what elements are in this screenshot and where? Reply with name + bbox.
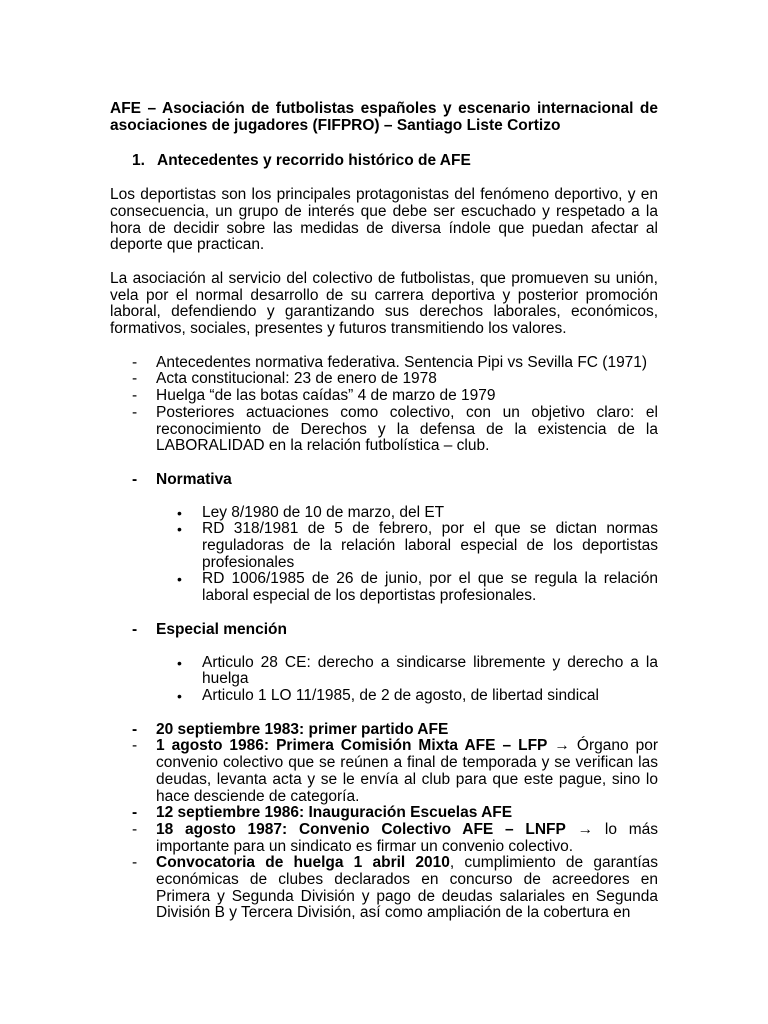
bullet-marker: • [177, 504, 182, 521]
bullet-marker: • [177, 521, 182, 538]
dash-marker: - [132, 353, 138, 371]
timeline-date: 20 septiembre 1983: primer partido AFE [156, 720, 449, 738]
dash-marker: - [132, 720, 138, 738]
list-item [110, 371, 658, 388]
document-title: AFE – Asociación de futbolistas españoles y escenario internacional de asociaciones de jugadores (FIFPRO) – Santiago Liste Cortizo [110, 100, 658, 134]
dash-marker: - [132, 737, 138, 755]
bullet-marker: • [177, 654, 182, 671]
normativa-title: Normativa [156, 470, 232, 488]
timeline-date: 18 agosto 1987: Convenio Colectivo AFE – LNFP [156, 820, 566, 838]
list-item-text: Acta constitucional: 23 de enero de 1978 [156, 370, 437, 388]
timeline-text: , cumplimiento de garantías económicas de clubes declarados en concurso de acreedores en Primera y Segunda División y pago de deudas salariales en Segunda División B y Tercera División, así como ampliación de la cobertura en [156, 854, 658, 922]
dash-marker: - [132, 387, 138, 405]
section-heading-1 [110, 153, 658, 170]
list-item-text: Articulo 1 LO 11/1985, de 2 de agosto, de libertad sindical [202, 686, 599, 704]
dash-marker: - [132, 820, 138, 838]
dash-marker: - [132, 804, 138, 822]
list-item [110, 655, 658, 688]
normativa-list [110, 505, 658, 605]
timeline-date: Convocatoria de huelga 1 abril 2010 [156, 854, 450, 872]
list-item-text: RD 1006/1985 de 26 de junio, por el que se regula la relación laboral especial de los deportistas profesionales. [202, 570, 658, 605]
paragraph-2: La asociación al servicio del colectivo de futbolistas, que promueven su unión, vela por el normal desarrollo de su carrera deportiva y posterior promoción laboral, defendiendo y garantizando sus derechos laborales, económicos, formativos, sociales, presentes y futuros transmitiendo los valores. [110, 269, 658, 338]
list-item [110, 521, 658, 571]
bullet-marker: • [177, 687, 182, 704]
especial-list [110, 655, 658, 705]
timeline-date: 1 agosto 1986: Primera Comisión Mixta AFE – LFP [156, 737, 548, 755]
history-list [110, 355, 658, 455]
list-item [110, 722, 658, 739]
list-item-text: Huelga “de las botas caídas” 4 de marzo de 1979 [156, 387, 496, 405]
timeline-text: Órgano por convenio colectivo que se reúnen a final de temporada y se verifican las deudas, levanta acta y se le envía al club para que este pague, sino lo hace desciende de categoría. [156, 737, 658, 805]
section-title: Antecedentes y recorrido histórico de AFE [157, 152, 471, 170]
arrow-icon: → [577, 820, 594, 838]
normativa-heading [110, 472, 658, 489]
dash-marker: - [132, 470, 138, 488]
list-item [110, 405, 658, 455]
section-number: 1. [132, 152, 145, 170]
especial-title: Especial mención [156, 620, 287, 638]
dash-marker: - [132, 403, 138, 421]
dash-marker: - [132, 854, 138, 872]
especial-heading [110, 622, 658, 639]
list-item [110, 355, 658, 372]
list-item-text: Ley 8/1980 de 10 de marzo, del ET [202, 503, 445, 521]
list-item [110, 571, 658, 604]
dash-marker: - [132, 370, 138, 388]
document-page [110, 101, 658, 922]
list-item [110, 822, 658, 855]
list-item [110, 688, 658, 705]
list-item [110, 805, 658, 822]
dash-marker: - [132, 620, 138, 638]
list-item [110, 388, 658, 405]
timeline-date: 12 septiembre 1986: Inauguración Escuelas AFE [156, 804, 513, 822]
arrow-icon: → [554, 737, 570, 755]
paragraph-1: Los deportistas son los principales protagonistas del fenómeno deportivo, y en consecuencia, un grupo de interés que debe ser escuchado y respetado a la hora de decidir sobre las medidas de diversa índole que puedan afectar al deporte que practican. [110, 186, 658, 254]
list-item [110, 505, 658, 522]
list-item-text: Antecedentes normativa federativa. Sentencia Pipi vs Sevilla FC (1971) [156, 353, 648, 371]
timeline-text: lo más importante para un sindicato es firmar un convenio colectivo. [156, 820, 658, 855]
bullet-marker: • [177, 571, 182, 588]
list-item-text: Posteriores actuaciones como colectivo, con un objetivo claro: el reconocimiento de Derechos y la defensa de la existencia de la LABORALIDAD en la relación futbolística – club. [156, 403, 658, 455]
list-item-text: RD 318/1981 de 5 de febrero, por el que se dictan normas reguladoras de la relación laboral especial de los deportistas profesionales [202, 520, 658, 571]
list-item-text: Articulo 28 CE: derecho a sindicarse libremente y derecho a la huelga [202, 653, 658, 688]
list-item [110, 738, 658, 805]
list-item [110, 855, 658, 922]
timeline-list [110, 722, 658, 922]
